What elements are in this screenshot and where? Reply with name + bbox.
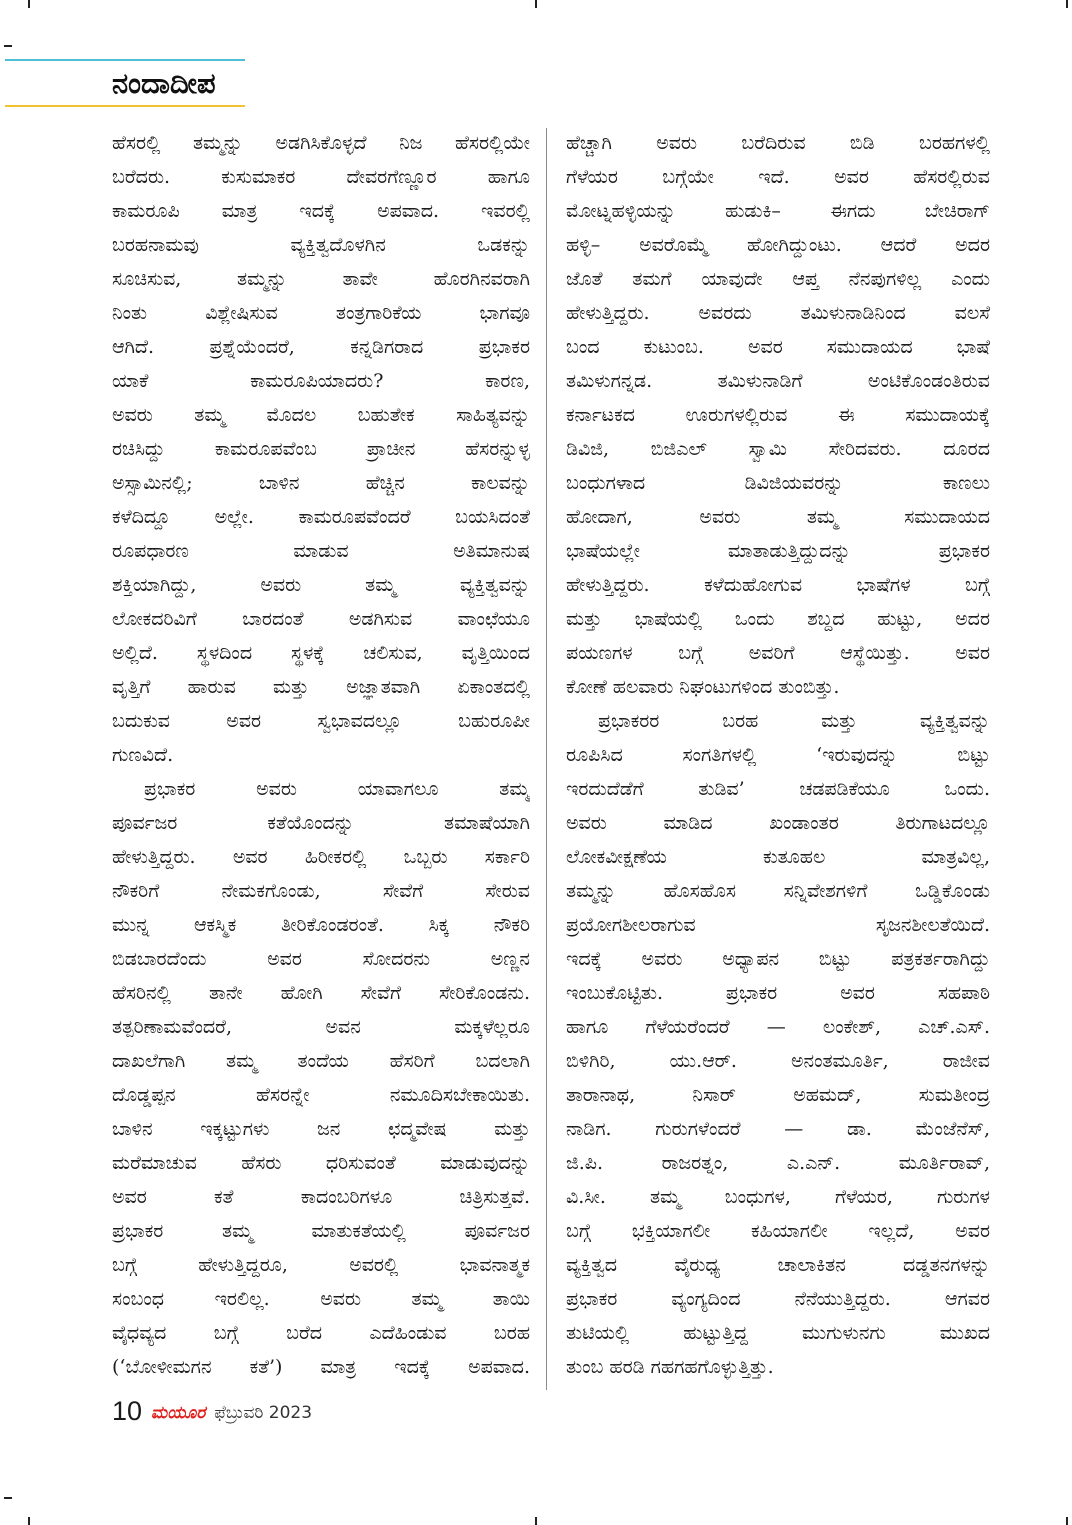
text-line: ಹಳ್ಳಿ– ಅವರೊಮ್ಮೆ ಹೋಗಿದ್ದುಂಟು. ಆದರೆ ಅದರ (566, 234, 990, 256)
header-top-rule (5, 59, 245, 61)
text-line: ಕರ್ನಾಟಕದ ಊರುಗಳಲ್ಲಿರುವ ಈ ಸಮುದಾಯಕ್ಕೆ (566, 404, 990, 426)
text-line: ಪಯಣಗಳ ಬಗ್ಗೆ ಅವರಿಗೆ ಆಸ್ಥೆಯಿತ್ತು. ಅವರ (566, 642, 990, 664)
page-footer (112, 1394, 312, 1428)
magazine-logo: ಮಯೂರ (151, 1402, 206, 1423)
crop-mark (535, 1517, 537, 1525)
section-title: ನಂದಾದೀಪ (112, 66, 216, 100)
text-line: ಬಗ್ಗೆ ಭಕ್ತಿಯಾಗಲೀ ಕಹಿಯಾಗಲೀ ಇಲ್ಲದೆ, ಅವರ (566, 1220, 990, 1242)
text-line: ಅಲ್ಲಿದೆ. ಸ್ಥಳದಿಂದ ಸ್ಥಳಕ್ಕೆ ಚಲಿಸುವ, ವೃತ್ತಿಯಿಂದ (112, 642, 530, 664)
article-column-right (566, 126, 990, 1384)
text-line: ಜಿ.ಪಿ. ರಾಜರತ್ನಂ, ಎ.ಎನ್. ಮೂರ್ತಿರಾವ್, (566, 1152, 990, 1174)
text-line: ಪ್ರಭಾಕರರ ಬರಹ ಮತ್ತು ವ್ಯಕ್ತಿತ್ವವನ್ನು (598, 710, 990, 732)
text-line: ಬರೆದರು. ಕುಸುಮಾಕರ ದೇವರಗೆಣ್ಣೂರ ಹಾಗೂ (112, 166, 530, 188)
text-line: ತುಂಬ ಹರಡಿ ಗಹಗಹಗೊಳ್ಳುತ್ತಿತ್ತು. (566, 1356, 774, 1378)
text-line: ರೂಪಧಾರಣ ಮಾಡುವ ಅತಿಮಾನುಷ (112, 540, 530, 562)
text-line: ಆಗಿದೆ. ಪ್ರಶ್ನೆಯೆಂದರೆ, ಕನ್ನಡಿಗರಾದ ಪ್ರಭಾಕರ (112, 336, 530, 358)
text-line: ಬಂಧುಗಳಾದ ಡಿವಿಜಿಯವರನ್ನು ಕಾಣಲು (566, 472, 990, 494)
text-line: ಹಾಗೂ ಗೆಳೆಯರೆಂದರೆ — ಲಂಕೇಶ್, ಎಚ್.ಎಸ್. (566, 1016, 990, 1038)
text-line: ಇಂಬುಕೊಟ್ಟಿತು. ಪ್ರಭಾಕರ ಅವರ ಸಹಪಾಠಿ (566, 982, 990, 1004)
page-number: 10 (112, 1395, 143, 1426)
paragraph (566, 126, 990, 704)
text-line: ನೌಕರಿಗೆ ನೇಮಕಗೊಂಡು, ಸೇವೆಗೆ ಸೇರುವ (112, 880, 530, 902)
text-line: ಪ್ರಭಾಕರ ವ್ಯಂಗ್ಯದಿಂದ ನೆನೆಯುತ್ತಿದ್ದರು. ಆಗವರ (566, 1288, 990, 1310)
text-line: ಹೆಸರಲ್ಲಿ ತಮ್ಮನ್ನು ಅಡಗಿಸಿಕೊಳ್ಳದೆ ನಿಜ ಹೆಸರಲ್ಲಿಯೇ (112, 132, 530, 154)
header-bottom-rule (5, 105, 245, 107)
text-line: ಗೆಳೆಯರ ಬಗ್ಗೆಯೇ ಇದೆ. ಅವರ ಹೆಸರಲ್ಲಿರುವ (566, 166, 990, 188)
crop-mark (4, 45, 12, 47)
text-line: ರೂಪಿಸಿದ ಸಂಗತಿಗಳಲ್ಲಿ ‘ಇರುವುದನ್ನು ಬಿಟ್ಟು (566, 744, 990, 766)
text-line: ಹೆಚ್ಚಾಗಿ ಅವರು ಬರೆದಿರುವ ಬಿಡಿ ಬರಹಗಳಲ್ಲಿ (566, 132, 990, 154)
column-divider (546, 128, 547, 1390)
text-line: ತಮಿಳುಗನ್ನಡ. ತಮಿಳುನಾಡಿಗೆ ಅಂಟಿಕೊಂಡಂತಿರುವ (566, 370, 990, 392)
text-line: ಅವರ ಕತೆ ಕಾದಂಬರಿಗಳೂ ಚಿತ್ರಿಸುತ್ತವೆ. (112, 1186, 530, 1208)
crop-mark (535, 0, 537, 8)
text-line: ರಚಿಸಿದ್ದು ಕಾಮರೂಪವೆಂಬ ಪ್ರಾಚೀನ ಹೆಸರನ್ನುಳ್ಳ (112, 438, 530, 460)
text-line: ಇರದುದೆಡೆಗೆ ತುಡಿವ’ ಚಡಪಡಿಕೆಯೂ ಒಂದು. (566, 778, 990, 800)
text-line: ನಾಡಿಗ. ಗುರುಗಳೆಂದರೆ — ಡಾ. ಮೆಂಜೆನೆಸ್, (566, 1118, 990, 1140)
text-line: ಬರಹನಾಮವು ವ್ಯಕ್ತಿತ್ವದೊಳಗಿನ ಒಡಕನ್ನು (112, 234, 530, 256)
text-line: ಮತ್ತು ಭಾಷೆಯಲ್ಲಿ ಒಂದು ಶಬ್ದದ ಹುಟ್ಟು, ಅದರ (566, 608, 990, 630)
text-line: ವ್ಯಕ್ತಿತ್ವದ ವೈರುಧ್ಯ ಚಾಲಾಕಿತನ ದಡ್ಡತನಗಳನ್ನು (566, 1254, 990, 1276)
text-line: ಪ್ರಯೋಗಶೀಲರಾಗುವ ಸೃಜನಶೀಲತೆಯಿದೆ. (566, 914, 990, 936)
text-line: ಜೊತೆ ತಮಗೆ ಯಾವುದೇ ಆಪ್ತ ನೆನಪುಗಳಿಲ್ಲ ಎಂದು (566, 268, 990, 290)
text-line: ಹೋದಾಗ, ಅವರು ತಮ್ಮ ಸಮುದಾಯದ (566, 506, 990, 528)
text-line: ತತ್ಪರಿಣಾಮವೆಂದರೆ, ಅವನ ಮಕ್ಕಳೆಲ್ಲರೂ (112, 1016, 530, 1038)
text-line: ಪ್ರಭಾಕರ ತಮ್ಮ ಮಾತುಕತೆಯಲ್ಲಿ ಪೂರ್ವಜರ (112, 1220, 530, 1242)
text-line: ಪ್ರಭಾಕರ ಅವರು ಯಾವಾಗಲೂ ತಮ್ಮ (144, 778, 530, 800)
text-line: ಸಂಬಂಧ ಇರಲಿಲ್ಲ. ಅವರು ತಮ್ಮ ತಾಯಿ (112, 1288, 530, 1310)
text-line: ಮೋಟ್ನಹಳ್ಳಿಯನ್ನು ಹುಡುಕಿ– ಈಗದು ಬೇಚಿರಾಗ್ (566, 200, 990, 222)
text-line: ಲೋಕದರಿವಿಗೆ ಬಾರದಂತೆ ಅಡಗಿಸುವ ವಾಂಛೆಯೂ (112, 608, 530, 630)
text-line: ಬಿಳಿಗಿರಿ, ಯು.ಆರ್. ಅನಂತಮೂರ್ತಿ, ರಾಜೀವ (566, 1050, 990, 1072)
text-line: ಯಾಕೆ ಕಾಮರೂಪಿಯಾದರು? ಕಾರಣ, (112, 370, 530, 392)
text-line: ಅಸ್ಸಾಮಿನಲ್ಲಿ; ಬಾಳಿನ ಹೆಚ್ಚಿನ ಕಾಲವನ್ನು (112, 472, 530, 494)
text-line: ನಿಂತು ವಿಶ್ಲೇಷಿಸುವ ತಂತ್ರಗಾರಿಕೆಯ ಭಾಗವೂ (112, 302, 530, 324)
article-column-left (112, 126, 530, 1384)
text-line: ಅವರು ತಮ್ಮ ಮೊದಲ ಬಹುತೇಕ ಸಾಹಿತ್ಯವನ್ನು (112, 404, 530, 426)
text-line: ಹೇಳುತ್ತಿದ್ದರು. ಅವರ ಹಿರೀಕರಲ್ಲಿ ಒಬ್ಬರು ಸರ್ಕಾರಿ (112, 846, 530, 868)
crop-mark (1066, 1517, 1068, 1525)
text-line: ಡಿವಿಜಿ, ಬಿಜಿಎಲ್ ಸ್ವಾಮಿ ಸೇರಿದವರು. ದೂರದ (566, 438, 990, 460)
text-line: ತುಟಿಯಲ್ಲಿ ಹುಟ್ಟುತ್ತಿದ್ದ ಮುಗುಳುನಗು ಮುಖದ (566, 1322, 990, 1344)
text-line: ವೈಧವ್ಯದ ಬಗ್ಗೆ ಬರೆದ ಎದೆಹಿಂಡುವ ಬರಹ (112, 1322, 530, 1344)
text-line: ದೊಡ್ಡಪ್ಪನ ಹೆಸರನ್ನೇ ನಮೂದಿಸಬೇಕಾಯಿತು. (112, 1084, 530, 1106)
text-line: ತಾರಾನಾಥ, ನಿಸಾರ್ ಅಹಮದ್, ಸುಮತೀಂದ್ರ (566, 1084, 990, 1106)
text-line: ವೃತ್ತಿಗೆ ಹಾರುವ ಮತ್ತು ಅಜ್ಞಾತವಾಗಿ ಏಕಾಂತದಲ್ಲಿ (112, 676, 530, 698)
text-line: ಪೂರ್ವಜರ ಕತೆಯೊಂದನ್ನು ತಮಾಷೆಯಾಗಿ (112, 812, 530, 834)
issue-date: ಫೆಬ್ರುವರಿ 2023 (214, 1402, 313, 1423)
text-line: ಬಾಳಿನ ಇಕ್ಕಟ್ಟುಗಳು ಜನ ಛದ್ಮವೇಷ ಮತ್ತು (112, 1118, 530, 1140)
text-line: ಹೇಳುತ್ತಿದ್ದರು. ಕಳೆದುಹೋಗುವ ಭಾಷೆಗಳ ಬಗ್ಗೆ (566, 574, 990, 596)
text-line: ಬಿಡಬಾರದೆಂದು ಅವರ ಸೋದರನು ಅಣ್ಣನ (112, 948, 530, 970)
text-line: ದಾಖಲೆಗಾಗಿ ತಮ್ಮ ತಂದೆಯ ಹೆಸರಿಗೆ ಬದಲಾಗಿ (112, 1050, 530, 1072)
text-line: ಶಕ್ತಿಯಾಗಿದ್ದು, ಅವರು ತಮ್ಮ ವ್ಯಕ್ತಿತ್ವವನ್ನು (112, 574, 530, 596)
text-line: ಕೋಣೆ ಹಲವಾರು ನಿಘಂಟುಗಳಿಂದ ತುಂಬಿತ್ತು. (566, 676, 840, 698)
text-line: ಹೇಳುತ್ತಿದ್ದರು. ಅವರದು ತಮಿಳುನಾಡಿನಿಂದ ವಲಸೆ (566, 302, 990, 324)
text-line: ಭಾಷೆಯಲ್ಲೇ ಮಾತಾಡುತ್ತಿದ್ದುದನ್ನು ಪ್ರಭಾಕರ (566, 540, 990, 562)
text-line: ಬದುಕುವ ಅವರ ಸ್ವಭಾವದಲ್ಲೂ ಬಹುರೂಪೀ (112, 710, 530, 732)
paragraph (112, 772, 530, 1384)
text-line: ಲೋಕವೀಕ್ಷಣೆಯ ಕುತೂಹಲ ಮಾತ್ರವಿಲ್ಲ, (566, 846, 990, 868)
crop-mark (1066, 0, 1068, 8)
text-line: ಬಂದ ಕುಟುಂಬ. ಅವರ ಸಮುದಾಯದ ಭಾಷೆ (566, 336, 990, 358)
text-line: ಸೂಚಿಸುವ, ತಮ್ಮನ್ನು ತಾವೇ ಹೊರಗಿನವರಾಗಿ (112, 268, 530, 290)
text-line: ಕಾಮರೂಪಿ ಮಾತ್ರ ಇದಕ್ಕೆ ಅಪವಾದ. ಇವರಲ್ಲಿ (112, 200, 530, 222)
text-line: (‘ಬೋಳೀಮಗನ ಕತೆ’) ಮಾತ್ರ ಇದಕ್ಕೆ ಅಪವಾದ. (112, 1356, 530, 1378)
crop-mark (28, 1517, 30, 1525)
text-line: ಗುಣವಿದೆ. (112, 744, 174, 766)
paragraph (112, 126, 530, 772)
crop-mark (28, 0, 30, 8)
text-line: ವಿ.ಸೀ. ತಮ್ಮ ಬಂಧುಗಳ, ಗೆಳೆಯರ, ಗುರುಗಳ (566, 1186, 990, 1208)
text-line: ಕಳೆದಿದ್ದೂ ಅಲ್ಲೇ. ಕಾಮರೂಪವೆಂದರೆ ಬಯಸಿದಂತೆ (112, 506, 530, 528)
text-line: ಬಗ್ಗೆ ಹೇಳುತ್ತಿದ್ದರೂ, ಅವರಲ್ಲಿ ಭಾವನಾತ್ಮಕ (112, 1254, 530, 1276)
paragraph (566, 704, 990, 1384)
text-line: ಅವರು ಮಾಡಿದ ಖಂಡಾಂತರ ತಿರುಗಾಟದಲ್ಲೂ (566, 812, 990, 834)
text-line: ಮುನ್ನ ಆಕಸ್ಮಿಕ ತೀರಿಕೊಂಡರಂತೆ. ಸಿಕ್ಕ ನೌಕರಿ (112, 914, 530, 936)
text-line: ಹೆಸರಿನಲ್ಲಿ ತಾನೇ ಹೋಗಿ ಸೇವೆಗೆ ಸೇರಿಕೊಂಡನು. (112, 982, 530, 1004)
text-line: ತಮ್ಮನ್ನು ಹೊಸಹೊಸ ಸನ್ನಿವೇಶಗಳಿಗೆ ಒಡ್ಡಿಕೊಂಡು (566, 880, 990, 902)
text-line: ಮರೆಮಾಚುವ ಹೆಸರು ಧರಿಸುವಂತೆ ಮಾಡುವುದನ್ನು (112, 1152, 530, 1174)
crop-mark (4, 1497, 12, 1499)
text-line: ಇದಕ್ಕೆ ಅವರು ಅಧ್ಯಾಪನ ಬಿಟ್ಟು ಪತ್ರಕರ್ತರಾಗಿದ್ದು (566, 948, 990, 970)
